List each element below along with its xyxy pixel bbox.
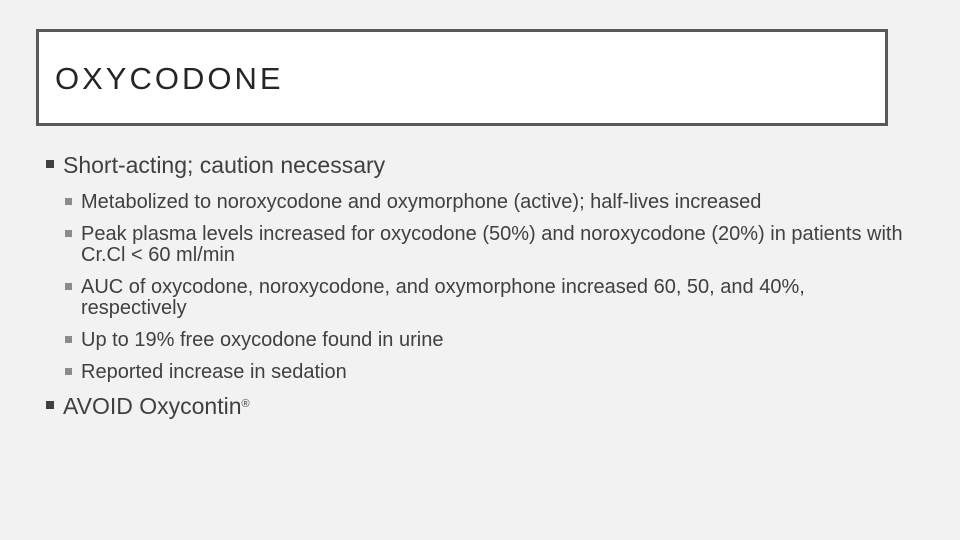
bullet-item <box>44 391 904 421</box>
sub-bullet-text: AUC of oxycodone, noroxycodone, and oxymorphone increased 60, 50, and 40%, respectively <box>81 276 805 319</box>
square-bullet-icon <box>65 283 72 290</box>
sub-bullet-item <box>63 277 903 319</box>
square-bullet-icon <box>65 198 72 205</box>
sub-bullet-item <box>63 224 903 266</box>
sub-bullet-item <box>63 362 903 383</box>
square-bullet-icon <box>46 160 54 168</box>
sub-bullet-text: Up to 19% free oxycodone found in urine <box>81 329 444 351</box>
slide-title: OXYCODONE <box>55 61 284 96</box>
square-bullet-icon <box>65 368 72 375</box>
sub-bullet-item <box>63 192 903 213</box>
sub-bullet-text: Reported increase in sedation <box>81 361 347 383</box>
slide-content <box>44 150 904 421</box>
bullet-item <box>44 150 904 180</box>
title-box <box>36 29 888 126</box>
bullet-text: Short-acting; caution necessary <box>63 152 386 178</box>
sub-bullet-text: Peak plasma levels increased for oxycodone (50%) and noroxycodone (20%) in patients with Cr.Cl < 60 ml/min <box>81 223 903 266</box>
registered-mark: ® <box>241 398 250 410</box>
square-bullet-icon <box>65 230 72 237</box>
sub-bullet-item <box>63 330 903 351</box>
square-bullet-icon <box>46 401 54 409</box>
square-bullet-icon <box>65 336 72 343</box>
sub-bullet-text: Metabolized to noroxycodone and oxymorphone (active); half-lives increased <box>81 191 762 213</box>
bullet-text: AVOID Oxycontin <box>63 393 242 419</box>
